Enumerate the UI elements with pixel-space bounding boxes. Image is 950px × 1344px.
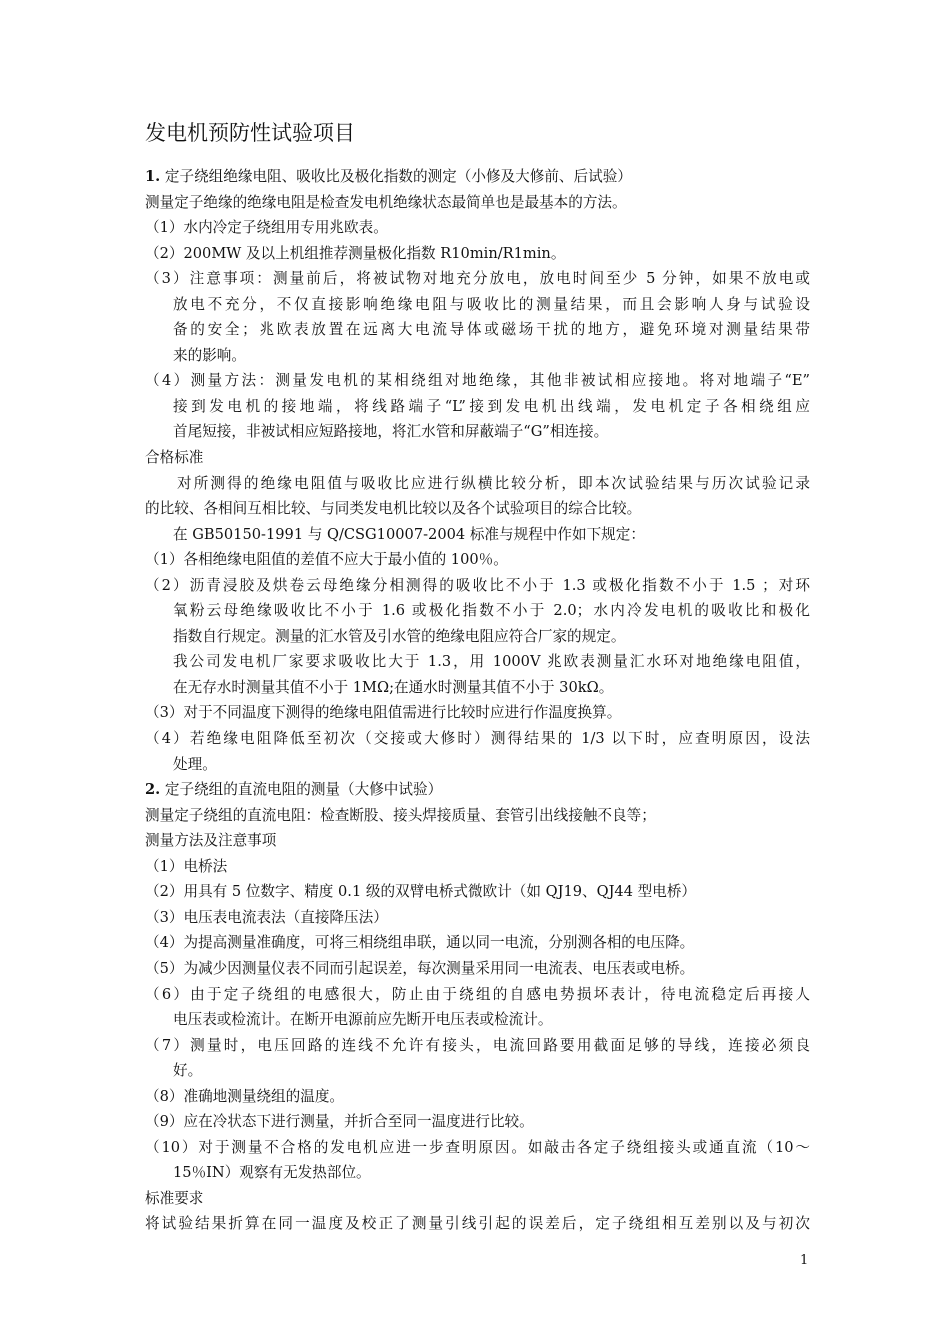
text-line: （4）为提高测量准确度，可将三相绕组串联，通以同一电流，分别测各相的电压降。 <box>145 934 695 952</box>
section-heading-text: 定子绕组绝缘电阻、吸收比及极化指数的测定（小修及大修前、后试验） <box>160 168 632 185</box>
text-line: （10）对于测量不合格的发电机应进一步查明原因。如敲击各定子绕组接头或通直流（10～ <box>145 1138 810 1156</box>
section-number: 1. <box>145 168 161 185</box>
page-number: 1 <box>800 1253 809 1268</box>
page-title: 发电机预防性试验项目 <box>145 121 355 145</box>
text-line: （3）注意事项：测量前后，将被试物对地充分放电，放电时间至少 5 分钟，如果不放电或 <box>145 270 810 288</box>
text-line: 处理。 <box>173 755 217 773</box>
text-line: 在 GB50150-1991 与 Q/CSG10007-2004 标准与规程中作如下规定： <box>173 525 645 543</box>
text-line: 首尾短接，非被试相应短路接地，将汇水管和屏蔽端子“G”相连接。 <box>173 423 609 441</box>
text-line: （2）200MW 及以上机组推荐测量极化指数 R10min/R1min。 <box>145 244 566 262</box>
text-line: （2）沥青浸胶及烘卷云母绝缘分相测得的吸收比不小于 1.3 或极化指数不小于 1.5 ；对环 <box>145 576 810 594</box>
text-line: 测量方法及注意事项 <box>145 832 277 850</box>
text-line: 备的安全；兆欧表放置在远离大电流导体或磁场干扰的地方，避免环境对测量结果带 <box>173 321 810 339</box>
text-line: 标准要求 <box>145 1189 204 1207</box>
text-line: 好。 <box>173 1062 203 1080</box>
section-number: 2. <box>145 781 161 799</box>
text-line: （1）电桥法 <box>145 857 228 875</box>
text-line <box>145 164 810 190</box>
document-body <box>145 164 810 1237</box>
text-line: 对所测得的绝缘电阻值与吸收比应进行纵横比较分析，即本次试验结果与历次试验记录 <box>177 474 810 492</box>
text-line: 电压表或检流计。在断开电源前应先断开电压表或检流计。 <box>173 1011 553 1029</box>
text-line: 测量定子绕组的直流电阻：检查断股、接头焊接质量、套管引出线接触不良等； <box>145 806 656 824</box>
section-heading-text: 定子绕组的直流电阻的测量（大修中试验） <box>160 781 443 799</box>
text-line: 来的影响。 <box>173 346 246 364</box>
text-line <box>145 777 810 803</box>
text-line: 放电不充分，不仅直接影响绝缘电阻与吸收比的测量结果，而且会影响人身与试验设 <box>173 295 810 313</box>
text-line: 指数自行规定。测量的汇水管及引水管的绝缘电阻应符合厂家的规定。 <box>173 627 626 645</box>
text-line: （7）测量时，电压回路的连线不允许有接头，电流回路要用截面足够的导线，连接必须良 <box>145 1036 810 1054</box>
text-line: 15％IN）观察有无发热部位。 <box>173 1164 371 1182</box>
text-line: 的比较、各相间互相比较、与同类发电机比较以及各个试验项目的综合比较。 <box>145 500 642 518</box>
text-line: （1）水内冷定子绕组用专用兆欧表。 <box>145 219 388 237</box>
text-line: （9）应在冷状态下进行测量，并折合至同一温度进行比较。 <box>145 1113 534 1131</box>
text-line: （1）各相绝缘电阻值的差值不应大于最小值的 100％。 <box>145 551 508 569</box>
text-line: （6）由于定子绕组的电感很大，防止由于绕组的自感电势损坏表计，待电流稳定后再接人 <box>145 985 810 1003</box>
text-line: （4）若绝缘电阻降低至初次（交接或大修时）测得结果的 1/3 以下时，应查明原因，设法 <box>145 730 810 748</box>
text-line: 将试验结果折算在同一温度及校正了测量引线引起的误差后，定子绕组相互差别以及与初次 <box>145 1215 810 1233</box>
text-line: 我公司发电机厂家要求吸收比大于 1.3，用 1000V 兆欧表测量汇水环对地绝缘电阻值， <box>173 653 810 671</box>
text-line: （4）测量方法：测量发电机的某相绕组对地绝缘，其他非被试相应接地。将对地端子“E” <box>145 372 810 390</box>
text-line: （3）电压表电流表法（直接降压法） <box>145 908 388 926</box>
text-line: 氧粉云母绝缘吸收比不小于 1.6 或极化指数不小于 2.0；水内冷发电机的吸收比和极化 <box>173 602 810 620</box>
text-line: 接到发电机的接地端，将线路端子“L”接到发电机出线端，发电机定子各相绕组应 <box>173 397 810 415</box>
text-line: 合格标准 <box>145 449 204 467</box>
text-line: 测量定子绝缘的绝缘电阻是检查发电机绝缘状态最简单也是最基本的方法。 <box>145 193 627 211</box>
text-line: 在无存水时测量其值不小于 1MΩ;在通水时测量其值不小于 30kΩ。 <box>173 678 614 696</box>
text-line: （5）为减少因测量仪表不同而引起误差，每次测量采用同一电流表、电压表或电桥。 <box>145 959 695 977</box>
text-line: （2）用具有 5 位数字、精度 0.1 级的双臂电桥式微欧计（如 QJ19、QJ44 型电桥） <box>145 883 697 901</box>
text-line: （8）准确地测量绕组的温度。 <box>145 1087 345 1105</box>
text-line: （3）对于不同温度下测得的绝缘电阻值需进行比较时应进行作温度换算。 <box>145 704 622 722</box>
